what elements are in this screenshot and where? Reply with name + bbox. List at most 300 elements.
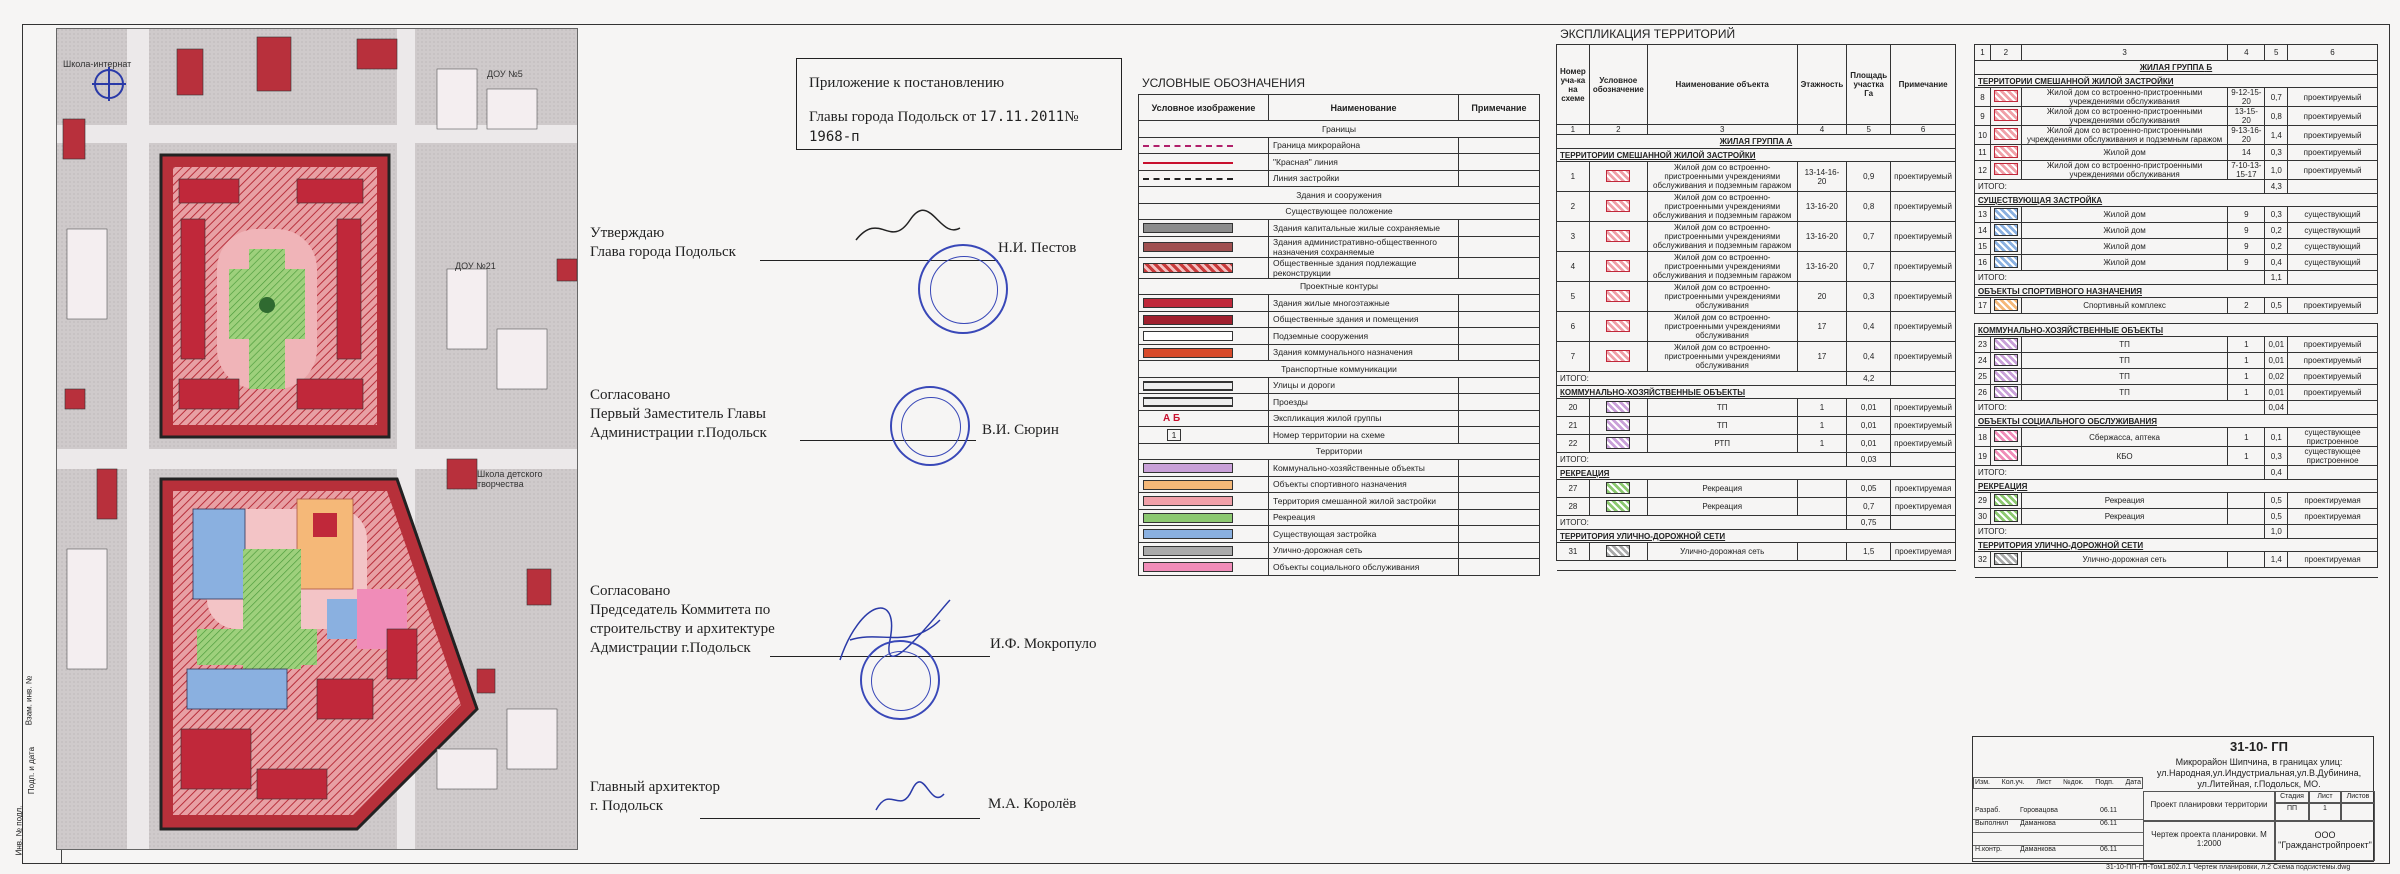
legend-symbol — [1139, 460, 1269, 477]
plot-area: 0,8 — [2265, 107, 2288, 126]
legend-note — [1459, 154, 1540, 171]
title-block-people — [1973, 807, 2143, 859]
plot-note: проектируемый — [1891, 282, 1956, 312]
object-name: ТП — [2021, 369, 2227, 385]
group-row — [1975, 61, 2378, 75]
spacer-cell — [1557, 561, 1956, 571]
project-address: Микрорайон Шипчина, в границах улиц: ул.Народная,ул.Индустриальная,ул.В.Дубинина, ул.Литейная, г.Подольск, МО. — [2156, 757, 2362, 789]
floors: 9 — [2228, 223, 2265, 239]
section-header-row — [1975, 285, 2378, 298]
stamp-label: Подп. и дата — [27, 746, 37, 795]
plot-symbol — [1589, 498, 1647, 516]
title-person-cell — [2098, 833, 2143, 845]
legend-name: Проезды — [1269, 394, 1459, 411]
legend-name: Номер территории на схеме — [1269, 427, 1459, 444]
total-note — [1891, 453, 1956, 467]
legend-note — [1459, 257, 1540, 278]
plot-number: 31 — [1557, 543, 1590, 561]
legend-row — [1139, 410, 1540, 427]
color-swatch-icon — [1143, 513, 1233, 523]
title-person-cell: Разраб. — [1975, 807, 2001, 814]
legend-name: Улицы и дороги — [1269, 377, 1459, 394]
plot-note: существующий — [2288, 239, 2378, 255]
total-label: ИТОГО: — [1557, 372, 1847, 386]
color-swatch-icon — [1143, 242, 1233, 252]
plot-area: 0,4 — [2265, 255, 2288, 271]
territory-swatch-icon — [1994, 128, 2018, 140]
total-note — [2288, 401, 2378, 415]
object-name: Рекреация — [2021, 493, 2227, 509]
plot-symbol — [1589, 312, 1647, 342]
legend-note — [1459, 526, 1540, 543]
legend-name: Общественные здания подлежащие реконструкции — [1269, 257, 1459, 278]
floors: 1 — [2228, 385, 2265, 401]
total-row — [1975, 180, 2378, 194]
section-title: ТЕРРИТОРИИ СМЕШАННОЙ ЖИЛОЙ ЗАСТРОЙКИ — [1557, 149, 1956, 162]
section-header-row — [1975, 480, 2378, 493]
plot-area: 0,4 — [1847, 342, 1891, 372]
legend-symbol — [1139, 137, 1269, 154]
plot-number: 30 — [1975, 509, 1991, 525]
territory-swatch-icon — [1994, 370, 2018, 382]
legend-table — [1138, 94, 1540, 576]
stamp-label: Инв. № подл. — [14, 805, 24, 856]
plot-note: существующий — [2288, 207, 2378, 223]
color-swatch-icon — [1143, 315, 1233, 325]
floors — [2228, 493, 2265, 509]
stage-value: ПП — [2275, 803, 2309, 821]
section-title: ТЕРРИТОРИЯ УЛИЧНО-ДОРОЖНОЙ СЕТИ — [1975, 539, 2378, 552]
plot-area: 0,7 — [1847, 252, 1891, 282]
plot-note: проектируемый — [2288, 161, 2378, 180]
plot-number: 21 — [1557, 417, 1590, 435]
plot-area: 0,01 — [1847, 399, 1891, 417]
signatory-name: Н.И. Пестов — [998, 240, 1077, 256]
total-note — [1891, 516, 1956, 530]
plot-symbol — [1589, 252, 1647, 282]
territory-swatch-icon — [1994, 386, 2018, 398]
legend-symbol — [1139, 170, 1269, 187]
section-header-row — [1557, 530, 1956, 543]
map-label: ДОУ №5 — [487, 69, 523, 79]
plot-symbol — [1990, 161, 2021, 180]
legend-row — [1139, 394, 1540, 411]
total-row — [1557, 453, 1956, 467]
official-seal — [918, 244, 1008, 334]
legend-name: Линия застройки — [1269, 170, 1459, 187]
legend-section: Границы — [1139, 121, 1540, 138]
plot-note: проектируемый — [2288, 107, 2378, 126]
plot-symbol — [1990, 255, 2021, 271]
plot-area: 0,2 — [2265, 239, 2288, 255]
plot-symbol — [1589, 342, 1647, 372]
section-title: ТЕРРИТОРИЯ УЛИЧНО-ДОРОЖНОЙ СЕТИ — [1557, 530, 1956, 543]
approval-date: 17.11.2011 — [979, 109, 1065, 125]
plot-number: 8 — [1975, 88, 1991, 107]
plot-symbol — [1589, 480, 1647, 498]
total-note — [2288, 525, 2378, 539]
legend-note — [1459, 476, 1540, 493]
signature-role: Главный архитектор г. Подольск — [590, 779, 720, 814]
column-number: 4 — [2228, 45, 2265, 61]
plot-area: 0,7 — [1847, 222, 1891, 252]
table-row — [1975, 298, 2378, 314]
total-note — [2288, 466, 2378, 480]
floors: 14 — [2228, 145, 2265, 161]
object-name: Жилой дом — [2021, 255, 2227, 271]
legend-row — [1139, 236, 1540, 257]
title-person-row — [1973, 820, 2143, 833]
spacer-row — [1557, 561, 1956, 571]
territory-swatch-icon — [1994, 146, 2018, 158]
group-marker-icon: А Б — [1163, 412, 1181, 424]
plot-area: 0,3 — [2265, 207, 2288, 223]
legend-row — [1139, 203, 1540, 220]
legend-row — [1139, 493, 1540, 510]
title-person-cell — [1973, 833, 2018, 845]
plot-symbol — [1990, 239, 2021, 255]
legend-row — [1139, 220, 1540, 237]
plot-number: 5 — [1557, 282, 1590, 312]
territory-swatch-icon — [1994, 449, 2018, 461]
legend-note — [1459, 542, 1540, 559]
sheet-header: Лист — [2309, 791, 2341, 803]
floors: 1 — [1797, 417, 1847, 435]
plot-symbol — [1990, 447, 2021, 466]
exp-header: Примечание — [1891, 45, 1956, 125]
object-name: КБО — [2021, 447, 2227, 466]
plot-number: 11 — [1975, 145, 1991, 161]
plot-number: 12 — [1975, 161, 1991, 180]
floors: 1 — [1797, 435, 1847, 453]
floors: 1 — [2228, 369, 2265, 385]
object-name: РТП — [1647, 435, 1797, 453]
object-name: Жилой дом со встроенно-пристроенными учреждениями обслуживания — [2021, 107, 2227, 126]
table-row — [1557, 162, 1956, 192]
total-value: 0,4 — [2265, 466, 2288, 480]
legend-row — [1139, 137, 1540, 154]
legend-note — [1459, 559, 1540, 576]
site-plan-map[interactable] — [56, 28, 578, 850]
column-number: 1 — [1557, 125, 1590, 135]
plot-note: проектируемый — [1891, 252, 1956, 282]
total-value: 4,2 — [1847, 372, 1891, 386]
table-row — [1975, 428, 2378, 447]
section-header-row — [1975, 415, 2378, 428]
plot-symbol — [1589, 543, 1647, 561]
plot-note: проектируемый — [2288, 126, 2378, 145]
plot-number: 13 — [1975, 207, 1991, 223]
territory-swatch-icon — [1606, 482, 1630, 494]
legend-row — [1139, 344, 1540, 361]
object-name: Жилой дом — [2021, 223, 2227, 239]
legend-title: УСЛОВНЫЕ ОБОЗНАЧЕНИЯ — [1142, 76, 1306, 90]
line-symbol-icon — [1143, 178, 1233, 180]
plot-note: существующее пристроенное — [2288, 428, 2378, 447]
column-number: 3 — [2021, 45, 2227, 61]
territory-swatch-icon — [1606, 500, 1630, 512]
sheets-value — [2341, 803, 2375, 821]
section-title: КОММУНАЛЬНО-ХОЗЯЙСТВЕННЫЕ ОБЪЕКТЫ — [1557, 386, 1956, 399]
plot-number: 32 — [1975, 552, 1991, 568]
territory-swatch-icon — [1994, 90, 2018, 102]
total-label: ИТОГО: — [1975, 271, 2265, 285]
total-value: 1,0 — [2265, 525, 2288, 539]
table-row — [1975, 145, 2378, 161]
legend-row — [1139, 377, 1540, 394]
title-col-label: №док. — [2063, 779, 2084, 786]
exp-header: Площадь участка Га — [1847, 45, 1891, 125]
territory-swatch-icon — [1606, 230, 1630, 242]
section-title: ОБЪЕКТЫ СПОРТИВНОГО НАЗНАЧЕНИЯ — [1975, 285, 2378, 298]
object-name: Жилой дом со встроенно-пристроенными учреждениями обслуживания и подземным гаражом — [1647, 192, 1797, 222]
object-name: Жилой дом со встроенно-пристроенными учреждениями обслуживания и подземным гаражом — [1647, 222, 1797, 252]
table-row — [1557, 480, 1956, 498]
table-row — [1975, 126, 2378, 145]
table-row — [1975, 88, 2378, 107]
title-block — [1972, 736, 2374, 862]
plot-symbol — [1589, 435, 1647, 453]
territory-swatch-icon — [1606, 290, 1630, 302]
territory-swatch-icon — [1606, 200, 1630, 212]
plot-area: 0,5 — [2265, 493, 2288, 509]
legend-row — [1139, 311, 1540, 328]
legend-header: Наименование — [1269, 95, 1459, 121]
legend-name: Здания коммунального назначения — [1269, 344, 1459, 361]
legend-symbol — [1139, 394, 1269, 411]
stamp-label: Взам. инв. № — [24, 675, 34, 726]
legend-name: Здания административно-общественного назначения сохраняемые — [1269, 236, 1459, 257]
table-row — [1557, 222, 1956, 252]
spacer-cell — [1975, 314, 2378, 324]
floors: 17 — [1797, 312, 1847, 342]
territory-swatch-icon — [1994, 510, 2018, 522]
total-value: 0,75 — [1847, 516, 1891, 530]
column-number: 5 — [1847, 125, 1891, 135]
title-person-cell: Н.контр. — [1975, 846, 2002, 853]
organization: ООО "Гражданстройпроект" — [2275, 821, 2375, 861]
signatory-name: И.Ф. Мокропуло — [990, 636, 1097, 652]
plot-note: проектируемый — [1891, 342, 1956, 372]
plot-symbol — [1990, 107, 2021, 126]
table-row — [1975, 255, 2378, 271]
legend-symbol — [1139, 559, 1269, 576]
total-row — [1975, 466, 2378, 480]
plot-area: 0,1 — [2265, 428, 2288, 447]
file-path-footer: 31-10-ПП-ГП-Том1.в02.л.1 Чертеж планировки, л.2 Схема подсистемы.dwg — [2106, 864, 2351, 871]
plot-number: 10 — [1975, 126, 1991, 145]
legend-name: Здания жилые многоэтажные — [1269, 295, 1459, 312]
territory-swatch-icon — [1994, 256, 2018, 268]
column-number: 4 — [1797, 125, 1847, 135]
plot-note: проектируемый — [2288, 298, 2378, 314]
color-swatch-icon — [1143, 348, 1233, 358]
legend-name: Объекты социального обслуживания — [1269, 559, 1459, 576]
title-person-cell: Выполнил — [1975, 820, 2009, 827]
section-header-row — [1975, 539, 2378, 552]
map-label: Школа детского творчества — [477, 469, 543, 489]
legend-row — [1139, 154, 1540, 171]
color-swatch-icon — [1143, 529, 1233, 539]
legend-symbol — [1139, 220, 1269, 237]
title-person-cell — [2018, 833, 2098, 845]
legend-note — [1459, 236, 1540, 257]
column-number-row — [1557, 125, 1956, 135]
table-row — [1975, 239, 2378, 255]
table-row — [1975, 223, 2378, 239]
legend-note — [1459, 344, 1540, 361]
territory-swatch-icon — [1994, 354, 2018, 366]
exp-header: Наименование объекта — [1647, 45, 1797, 125]
color-swatch-icon — [1143, 331, 1233, 341]
floors: 1 — [2228, 447, 2265, 466]
legend-section: Транспортные коммуникации — [1139, 361, 1540, 378]
explication-title: ЭКСПЛИКАЦИЯ ТЕРРИТОРИЙ — [1560, 27, 1736, 41]
legend-row — [1139, 295, 1540, 312]
plot-note: проектируемая — [1891, 543, 1956, 561]
plot-note: проектируемая — [2288, 509, 2378, 525]
object-name: Жилой дом со встроенно-пристроенными учреждениями обслуживания и подземным гаражом — [1647, 252, 1797, 282]
legend-row — [1139, 427, 1540, 444]
total-row — [1557, 516, 1956, 530]
object-name: Жилой дом со встроенно-пристроенными учреждениями обслуживания — [2021, 161, 2227, 180]
floors: 9 — [2228, 207, 2265, 223]
plot-area: 0,3 — [2265, 447, 2288, 466]
title-col-label: Изм. — [1975, 779, 1990, 786]
legend-name: Улично-дорожная сеть — [1269, 542, 1459, 559]
handwritten-signature — [870, 780, 950, 820]
table-row — [1557, 312, 1956, 342]
legend-symbol — [1139, 257, 1269, 278]
number-marker-icon: 1 — [1167, 429, 1181, 441]
plot-number: 18 — [1975, 428, 1991, 447]
exp-header: Номер уча-ка на схеме — [1557, 45, 1590, 125]
plot-symbol — [1990, 298, 2021, 314]
floors: 7-10-13-15-17 — [2228, 161, 2265, 180]
legend-name: "Красная" линия — [1269, 154, 1459, 171]
table-row — [1557, 543, 1956, 561]
floors: 20 — [1797, 282, 1847, 312]
legend-row — [1139, 542, 1540, 559]
plot-symbol — [1990, 337, 2021, 353]
floors: 13-14-16-20 — [1797, 162, 1847, 192]
legend-name: Экспликация жилой группы — [1269, 410, 1459, 427]
plot-area: 1,0 — [2265, 161, 2288, 180]
legend-note — [1459, 427, 1540, 444]
plot-area: 0,4 — [1847, 312, 1891, 342]
plot-area: 0,01 — [2265, 353, 2288, 369]
plot-area: 0,2 — [2265, 223, 2288, 239]
object-name: Жилой дом со встроенно-пристроенными учреждениями обслуживания — [1647, 312, 1797, 342]
map-label: ДОУ №21 — [455, 261, 496, 271]
plot-symbol — [1990, 493, 2021, 509]
column-number: 2 — [1589, 125, 1647, 135]
plot-note: проектируемый — [2288, 353, 2378, 369]
plot-number: 17 — [1975, 298, 1991, 314]
plot-note: проектируемый — [1891, 435, 1956, 453]
section-header-row — [1975, 194, 2378, 207]
floors: 13-16-20 — [1797, 192, 1847, 222]
territory-swatch-icon — [1994, 109, 2018, 121]
plot-symbol — [1990, 552, 2021, 568]
floors: 13-16-20 — [1797, 222, 1847, 252]
legend-row — [1139, 443, 1540, 460]
object-name: Улично-дорожная сеть — [2021, 552, 2227, 568]
territory-swatch-icon — [1994, 553, 2018, 565]
line-symbol-icon — [1143, 162, 1233, 164]
explication-table-b — [1974, 44, 2378, 578]
plot-note: существующий — [2288, 255, 2378, 271]
signature-role: Согласовано Первый Заместитель Главы Администрации г.Подольск — [590, 387, 767, 441]
floors: 9 — [2228, 255, 2265, 271]
plot-number: 9 — [1975, 107, 1991, 126]
plot-symbol — [1990, 223, 2021, 239]
section-header-row — [1557, 386, 1956, 399]
legend-note — [1459, 377, 1540, 394]
total-label: ИТОГО: — [1975, 466, 2265, 480]
plot-number: 14 — [1975, 223, 1991, 239]
plot-symbol — [1990, 207, 2021, 223]
title-person-row — [1973, 846, 2143, 859]
total-label: ИТОГО: — [1557, 453, 1847, 467]
title-col-label: Лист — [2036, 779, 2052, 786]
plot-area: 1,4 — [2265, 552, 2288, 568]
territory-swatch-icon — [1994, 338, 2018, 350]
color-swatch-icon — [1143, 298, 1233, 308]
plot-symbol — [1990, 369, 2021, 385]
project-name: Проект планировки территории — [2143, 791, 2275, 821]
exp-header: Условное обозначение — [1589, 45, 1647, 125]
plot-symbol — [1990, 509, 2021, 525]
table-row — [1975, 369, 2378, 385]
signature-role: Согласовано Председатель Коммитета по строительству и архитектуре Адмистрации г.Подольск — [590, 583, 775, 656]
legend-section: Территории — [1139, 443, 1540, 460]
floors: 9-12-15-20 — [2228, 88, 2265, 107]
legend-note — [1459, 509, 1540, 526]
plot-note: существующее пристроенное — [2288, 447, 2378, 466]
total-value: 1,1 — [2265, 271, 2288, 285]
territory-swatch-icon — [1606, 545, 1630, 557]
territory-swatch-icon — [1606, 437, 1630, 449]
group-title: ЖИЛАЯ ГРУППА А — [1557, 135, 1956, 149]
legend-symbol — [1139, 542, 1269, 559]
plot-area: 1,4 — [2265, 126, 2288, 145]
legend-name: Объекты спортивного назначения — [1269, 476, 1459, 493]
plot-note: проектируемый — [2288, 337, 2378, 353]
object-name: ТП — [2021, 337, 2227, 353]
plot-number: 19 — [1975, 447, 1991, 466]
title-person-cell: 06.11 — [2100, 846, 2117, 853]
plot-symbol — [1589, 282, 1647, 312]
legend-note — [1459, 394, 1540, 411]
territory-swatch-icon — [1994, 240, 2018, 252]
plot-number: 23 — [1975, 337, 1991, 353]
plot-number: 28 — [1557, 498, 1590, 516]
legend-note — [1459, 493, 1540, 510]
total-row — [1975, 401, 2378, 415]
object-name: Жилой дом со встроенно-пристроенными учреждениями обслуживания — [2021, 88, 2227, 107]
legend-section: Проектные контуры — [1139, 278, 1540, 295]
legend-note — [1459, 295, 1540, 312]
legend-note — [1459, 220, 1540, 237]
plot-note: проектируемый — [1891, 222, 1956, 252]
territory-swatch-icon — [1994, 208, 2018, 220]
legend-name: Рекреация — [1269, 509, 1459, 526]
legend-row — [1139, 559, 1540, 576]
plot-note: проектируемая — [2288, 552, 2378, 568]
spacer-row — [1975, 568, 2378, 578]
plot-number: 26 — [1975, 385, 1991, 401]
